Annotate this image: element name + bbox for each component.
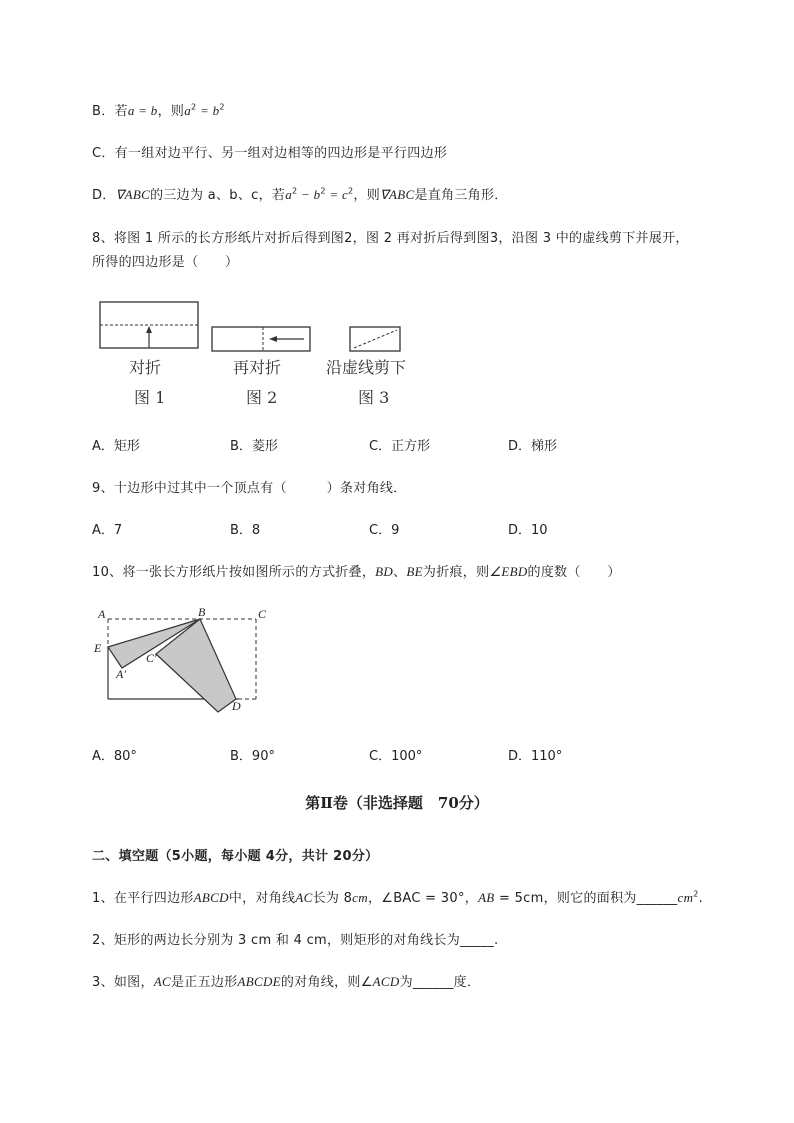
q7-d-cond-s2: 2 bbox=[320, 186, 326, 196]
q10-stem-sep: 、 bbox=[393, 565, 407, 580]
fill1-cm2: cm bbox=[677, 890, 694, 905]
fig3-label: 图 3 bbox=[358, 388, 390, 407]
label-d: D bbox=[232, 699, 241, 713]
q7-d-cond-c: = c bbox=[325, 187, 349, 202]
q7-b-condition: a = b bbox=[127, 103, 158, 118]
q7-b-mid: ，则 bbox=[157, 104, 185, 119]
part2-title: 第Ⅱ卷（非选择题 70分） bbox=[305, 794, 489, 812]
q9-option-a: A．7 bbox=[92, 523, 123, 538]
q7-d-cond-s1: 2 bbox=[292, 186, 298, 196]
label-a-prime: A′ bbox=[116, 667, 126, 681]
fill-question-3 bbox=[92, 971, 480, 990]
fill1-t3: ，∠BAC = 30°， bbox=[367, 891, 479, 906]
fig1-caption: 对折 bbox=[129, 358, 162, 377]
q10-option-d: D．110° bbox=[508, 749, 563, 764]
q8-folding-figures bbox=[92, 296, 422, 358]
q10-option-c: C．100° bbox=[369, 749, 423, 764]
fill1-t2: 长为 8 bbox=[312, 891, 353, 906]
fig2-label: 图 2 bbox=[246, 388, 278, 407]
q9-stem: 9、十边形中过其中一个顶点有（ ）条对角线． bbox=[92, 481, 407, 496]
fig2-caption: 再对折 bbox=[233, 358, 282, 377]
q7-d-triangle: ∇ABC bbox=[115, 187, 151, 202]
fill-question-2: 2、矩形的两边长分别为 3 cm 和 4 cm，则矩形的对角线长为_____. bbox=[92, 933, 499, 948]
q8-option-a: A．矩形 bbox=[92, 439, 140, 454]
q7-option-b bbox=[92, 100, 225, 119]
fill1-ac: AC bbox=[295, 890, 313, 905]
q8-stem-line2: 所得的四边形是（ ） bbox=[92, 255, 239, 270]
q10-option-a: A．80° bbox=[92, 749, 137, 764]
fill3-t1: 是正五边形 bbox=[171, 975, 238, 990]
q7-b-res-a: a bbox=[184, 103, 192, 118]
fill1-abcd: ABCD bbox=[193, 890, 229, 905]
fill1-pre: 1、在平行四边形 bbox=[92, 891, 194, 906]
label-c: C bbox=[258, 607, 267, 621]
label-b: B bbox=[198, 605, 206, 619]
fig1-arrow-head bbox=[146, 326, 152, 333]
q7-b-res-sup2: 2 bbox=[219, 102, 225, 112]
fill3-acd: ACD bbox=[372, 974, 400, 989]
fill3-pre: 3、如图， bbox=[92, 975, 154, 990]
q7-d-prefix: D． bbox=[92, 188, 116, 203]
q10-option-b: B．90° bbox=[230, 749, 275, 764]
q7-option-c: C．有一组对边平行、另一组对边相等的四边形是平行四边形 bbox=[92, 146, 448, 161]
q8-stem-line1: 8、将图 1 所示的长方形纸片对折后得到图2，图 2 再对折后得到图3，沿图 3 中的虚线剪下并展开， bbox=[92, 231, 689, 246]
fig3-caption: 沿虚线剪下 bbox=[326, 358, 407, 377]
fill1-t1: 中，对角线 bbox=[228, 891, 296, 906]
q10-fold-figure bbox=[88, 602, 278, 720]
q7-d-cond-a: a bbox=[285, 187, 292, 202]
q7-d-mid: 的三边为 a、b、c，若 bbox=[150, 188, 286, 203]
q10-stem-be: BE bbox=[406, 564, 423, 579]
q10-stem-end: 的度数（ ） bbox=[527, 565, 621, 580]
q7-d-cond-b: − b bbox=[297, 187, 321, 202]
q10-stem-angle: ∠EBD bbox=[489, 564, 528, 579]
fill3-abcde: ABCDE bbox=[237, 974, 281, 989]
q8-option-b: B．菱形 bbox=[230, 439, 278, 454]
fig3-cut-line bbox=[354, 330, 397, 348]
q7-b-res-eq: = b bbox=[196, 103, 220, 118]
fill3-t3: 为______度． bbox=[399, 975, 481, 990]
fill1-t4: = 5cm，则它的面积为______ bbox=[494, 891, 678, 906]
q9-option-d: D．10 bbox=[508, 523, 548, 538]
fill1-cm: cm bbox=[352, 890, 368, 905]
q9-option-c: C．9 bbox=[369, 523, 400, 538]
fill1-end: . bbox=[698, 891, 704, 906]
q7-d-end: 是直角三角形． bbox=[414, 188, 508, 203]
fill1-ab: AB bbox=[478, 890, 495, 905]
fill3-ac: AC bbox=[153, 974, 171, 989]
q7-option-d bbox=[92, 184, 508, 203]
q10-stem bbox=[92, 561, 621, 580]
q7-b-res-sup1: 2 bbox=[191, 102, 197, 112]
fig1-label: 图 1 bbox=[134, 388, 166, 407]
q8-option-c: C．正方形 bbox=[369, 439, 431, 454]
q10-stem-bd: BD bbox=[375, 564, 394, 579]
q9-option-b: B．8 bbox=[230, 523, 261, 538]
section-heading: 二、填空题（5小题，每小题 4分，共计 20分） bbox=[92, 849, 379, 864]
q7-d-mid2: ，则 bbox=[353, 188, 381, 203]
fill1-sup: 2 bbox=[693, 889, 699, 899]
label-c-prime: C′ bbox=[146, 651, 157, 665]
q10-stem-mid: 为折痕，则 bbox=[422, 565, 490, 580]
q7-d-triangle2: ∇ABC bbox=[380, 187, 415, 202]
label-e: E bbox=[94, 641, 102, 655]
fig2-arrow-head bbox=[269, 336, 277, 342]
fill-question-1 bbox=[92, 887, 703, 906]
label-a: A bbox=[98, 607, 106, 621]
q10-stem-pre: 10、将一张长方形纸片按如图所示的方式折叠， bbox=[92, 565, 376, 580]
fill3-t2: 的对角线，则∠ bbox=[280, 975, 373, 990]
q8-option-d: D．梯形 bbox=[508, 439, 558, 454]
q7-b-prefix: B．若 bbox=[92, 104, 128, 119]
q7-d-cond-s3: 2 bbox=[348, 186, 354, 196]
